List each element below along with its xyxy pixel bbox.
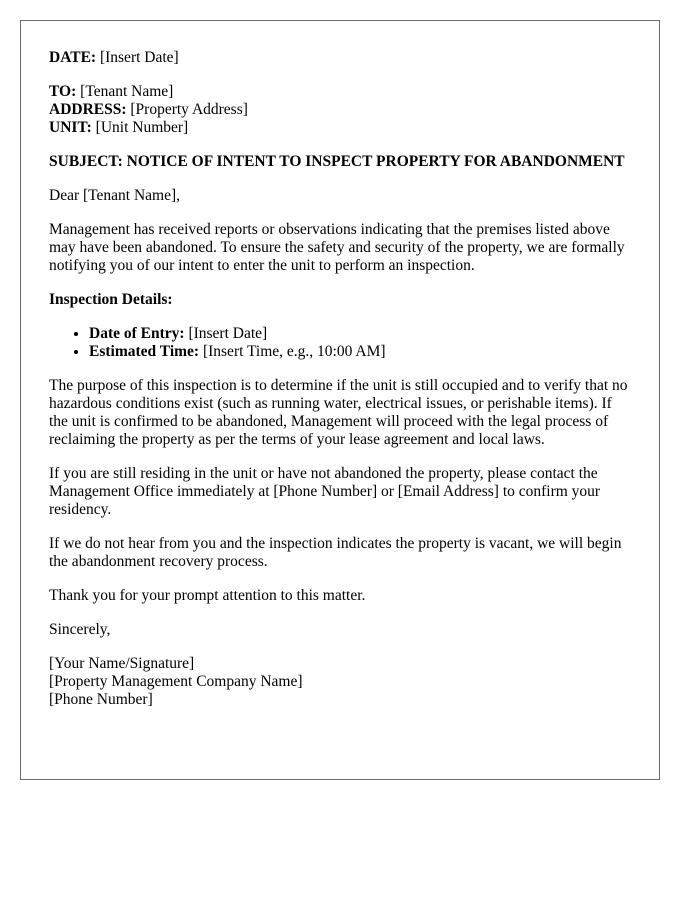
recipient-block — [49, 83, 631, 137]
to-line — [49, 83, 631, 101]
to-label: TO: — [49, 83, 77, 100]
date-value: [Insert Date] — [96, 49, 179, 66]
date-label: DATE: — [49, 49, 97, 66]
inspection-details-heading: Inspection Details: — [49, 291, 173, 308]
warning-paragraph: If we do not hear from you and the inspection indicates the property is vacant, we will begin the abandonment recovery process. — [49, 535, 622, 570]
detail-label: Estimated Time: — [89, 343, 200, 360]
thanks-paragraph: Thank you for your prompt attention to this matter. — [49, 587, 366, 604]
to-value: [Tenant Name] — [76, 83, 174, 100]
letter-document — [20, 20, 660, 780]
unit-label: UNIT: — [49, 119, 92, 136]
signature-phone: [Phone Number] — [49, 691, 153, 708]
detail-label: Date of Entry: — [89, 325, 185, 342]
intro-paragraph: Management has received reports or observations indicating that the premises listed above may have been abandoned. To ensure the safety and security of the property, we are formally notifying you of our intent to enter the unit to perform an inspection. — [49, 221, 625, 274]
contact-paragraph: If you are still residing in the unit or have not abandoned the property, please contact the Management Office immediately at [Phone Number] or [Email Address] to confirm your residency. — [49, 465, 601, 518]
address-label: ADDRESS: — [49, 101, 127, 118]
detail-value: [Insert Time, e.g., 10:00 AM] — [199, 343, 386, 360]
address-line — [49, 101, 631, 119]
purpose-paragraph: The purpose of this inspection is to determine if the unit is still occupied and to verify that no hazardous conditions exist (such as running water, electrical issues, or perishable items). If the unit is confirmed to be abandoned, Management will proceed with the legal process of reclaiming the property as per the terms of your lease agreement and local laws. — [49, 377, 628, 448]
inspection-details-list — [49, 325, 631, 361]
signature-block — [49, 655, 631, 709]
signature-name: [Your Name/Signature] — [49, 655, 195, 672]
date-line — [49, 49, 631, 67]
list-item — [89, 325, 631, 343]
address-value: [Property Address] — [126, 101, 248, 118]
closing: Sincerely, — [49, 621, 111, 638]
unit-value: [Unit Number] — [91, 119, 189, 136]
detail-value: [Insert Date] — [184, 325, 268, 342]
list-item — [89, 343, 631, 361]
subject-line: SUBJECT: NOTICE OF INTENT TO INSPECT PROPERTY FOR ABANDONMENT — [49, 153, 625, 170]
signature-company: [Property Management Company Name] — [49, 673, 303, 690]
unit-line — [49, 119, 631, 137]
salutation: Dear [Tenant Name], — [49, 187, 181, 204]
date-block — [49, 49, 631, 67]
